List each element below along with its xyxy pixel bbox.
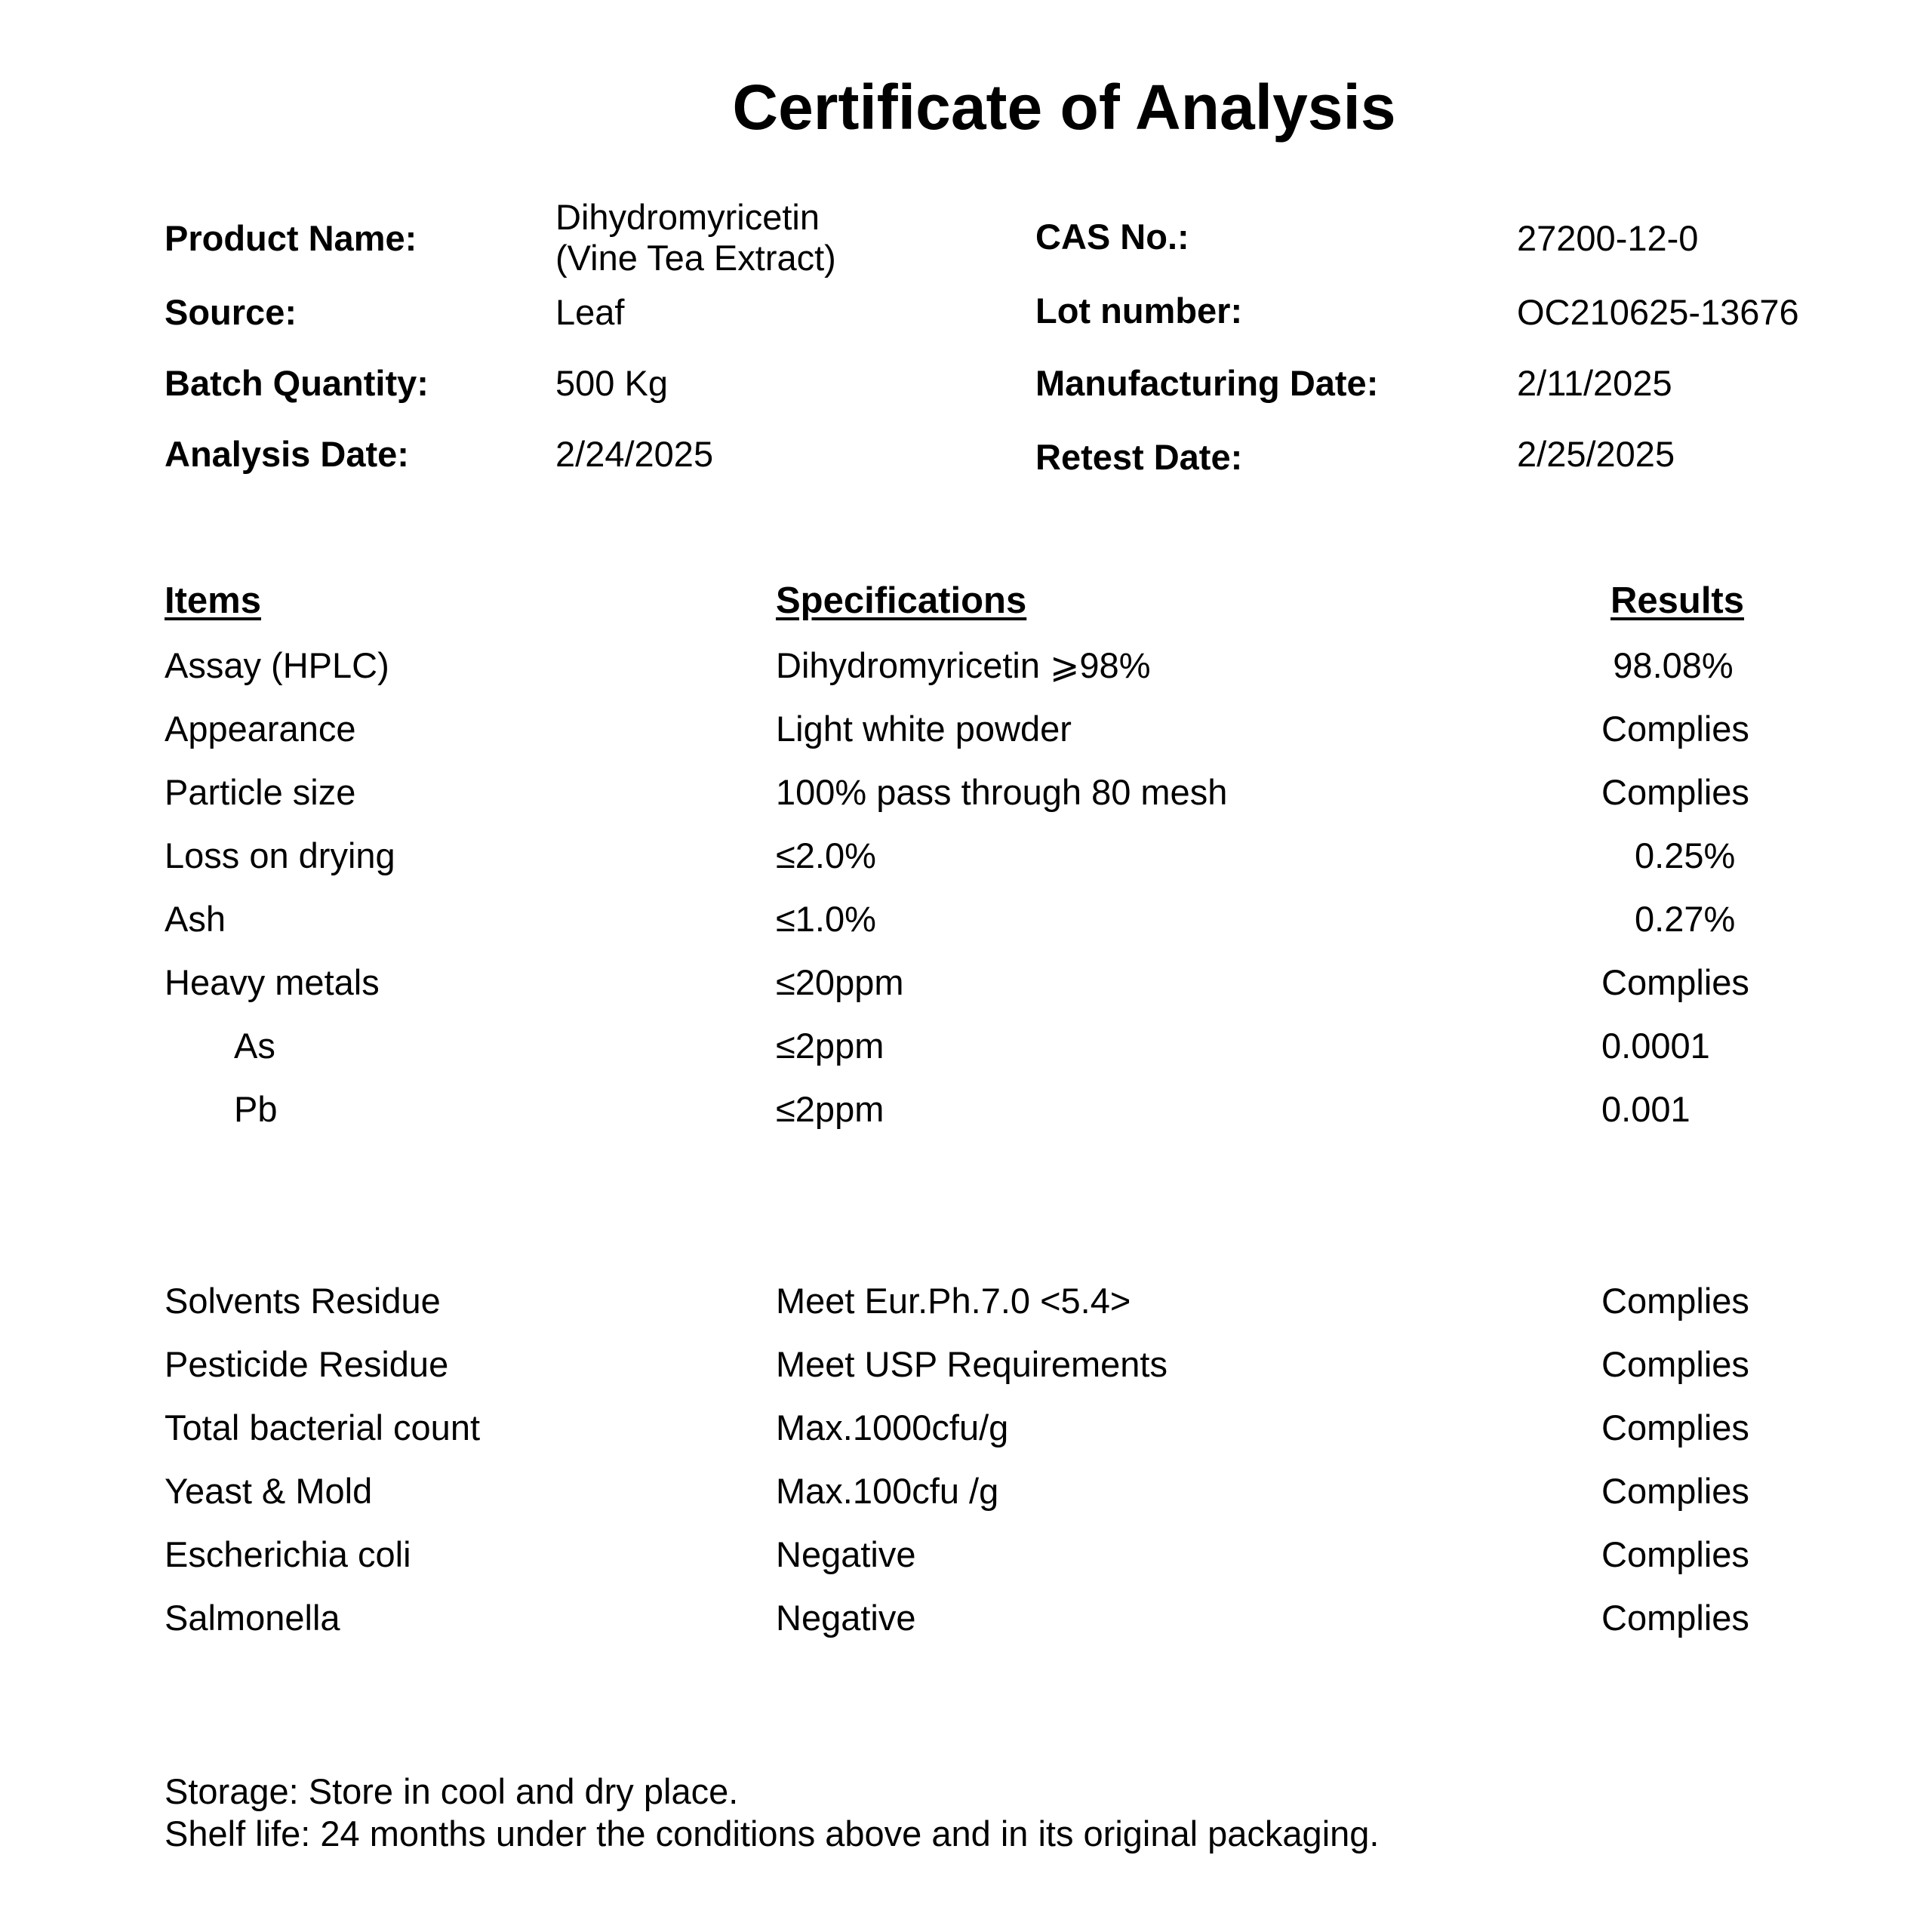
specifications-header: Specifications [776, 580, 1027, 621]
table-row-item: Solvents Residue [165, 1281, 441, 1321]
table-row-item: As [234, 1026, 275, 1066]
lot-label: Lot number: [1035, 291, 1243, 331]
table-row-spec: 100% pass through 80 mesh [776, 772, 1228, 812]
table-row-item: Pesticide Residue [165, 1344, 449, 1384]
table-row-item: Ash [165, 899, 226, 939]
product-name-line1: Dihydromyricetin [555, 197, 820, 237]
document-title: Certificate of Analysis [732, 72, 1396, 143]
table-row-result: Complies [1601, 1407, 1749, 1447]
product-name-line2: (Vine Tea Extract) [555, 238, 836, 278]
source-value: Leaf [555, 292, 625, 332]
table-row-item: Escherichia coli [165, 1534, 411, 1574]
table-row-result: 98.08% [1613, 645, 1734, 685]
retest-date-label: Retest Date: [1035, 437, 1243, 477]
table-row-spec: Max.100cfu /g [776, 1471, 999, 1511]
batch-value: 500 Kg [555, 363, 668, 403]
table-row-spec: Meet USP Requirements [776, 1344, 1168, 1384]
table-row-result: Complies [1601, 1598, 1749, 1638]
table-row-spec: ≤2.0% [776, 835, 876, 875]
table-row-item: Salmonella [165, 1598, 340, 1638]
table-row-item: Heavy metals [165, 962, 380, 1002]
storage-note: Storage: Store in cool and dry place. [165, 1771, 739, 1811]
shelf-life-note: Shelf life: 24 months under the conditions above and in its original packaging. [165, 1814, 1380, 1854]
table-row-item: Particle size [165, 772, 356, 812]
table-row-result: Complies [1601, 962, 1749, 1002]
analysis-date-value: 2/24/2025 [555, 434, 714, 474]
batch-label: Batch Quantity: [165, 363, 429, 403]
table-row-result: Complies [1601, 1344, 1749, 1384]
source-label: Source: [165, 292, 297, 332]
analysis-date-label: Analysis Date: [165, 434, 409, 474]
retest-date-value: 2/25/2025 [1517, 434, 1675, 474]
items-header: Items [165, 580, 262, 621]
table-row-item: Pb [234, 1089, 278, 1129]
table-row-result: 0.001 [1601, 1089, 1690, 1129]
table-row-spec: Dihydromyricetin ⩾98% [776, 645, 1151, 685]
table-row-item: Assay (HPLC) [165, 645, 389, 685]
table-row-spec: ≤2ppm [776, 1089, 884, 1129]
table-row-spec: Negative [776, 1598, 916, 1638]
table-row-spec: Max.1000cfu/g [776, 1407, 1009, 1447]
table-row-item: Appearance [165, 709, 356, 749]
mfg-date-label: Manufacturing Date: [1035, 363, 1379, 403]
table-row-spec: ≤2ppm [776, 1026, 884, 1066]
table-row-spec: ≤1.0% [776, 899, 876, 939]
table-row-result: 0.25% [1635, 835, 1736, 875]
cas-value: 27200-12-0 [1517, 218, 1699, 258]
table-row-result: 0.0001 [1601, 1026, 1710, 1066]
table-row-spec: ≤20ppm [776, 962, 904, 1002]
table-row-result: 0.27% [1635, 899, 1736, 939]
table-row-item: Loss on drying [165, 835, 395, 875]
table-row-result: Complies [1601, 1471, 1749, 1511]
table-row-spec: Negative [776, 1534, 916, 1574]
lot-value: OC210625-13676 [1517, 292, 1799, 332]
table-row-spec: Light white powder [776, 709, 1072, 749]
product-name-label: Product Name: [165, 218, 417, 258]
table-row-result: Complies [1601, 1281, 1749, 1321]
table-row-result: Complies [1601, 1534, 1749, 1574]
table-row-result: Complies [1601, 709, 1749, 749]
results-header: Results [1611, 580, 1745, 621]
table-row-item: Yeast & Mold [165, 1471, 373, 1511]
table-row-spec: Meet Eur.Ph.7.0 <5.4> [776, 1281, 1131, 1321]
mfg-date-value: 2/11/2025 [1517, 363, 1672, 403]
cas-label: CAS No.: [1035, 217, 1189, 257]
table-row-result: Complies [1601, 772, 1749, 812]
table-row-item: Total bacterial count [165, 1407, 481, 1447]
